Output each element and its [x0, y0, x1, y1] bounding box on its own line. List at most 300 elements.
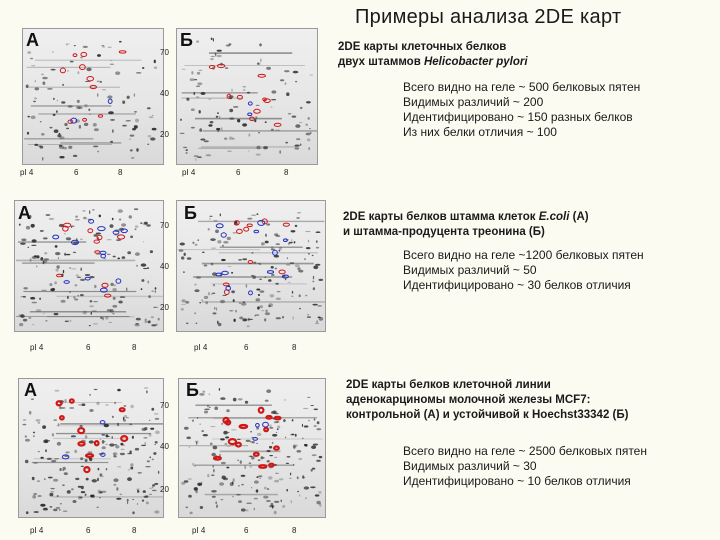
protein-spot: [77, 100, 80, 103]
protein-spot: [248, 133, 250, 136]
protein-spot: [220, 438, 225, 440]
protein-spot: [205, 301, 208, 304]
protein-spot: [267, 460, 270, 462]
protein-spot: [268, 279, 271, 281]
protein-spot: [116, 498, 122, 500]
protein-spot: [42, 157, 43, 161]
mw-marker-70: 70: [160, 48, 169, 57]
gel-image-a: [18, 378, 164, 518]
protein-spot: [315, 494, 320, 496]
protein-spot: [53, 509, 57, 512]
protein-spot: [276, 317, 281, 319]
protein-spot: [194, 79, 197, 80]
protein-spot: [80, 457, 83, 460]
protein-spot: [213, 220, 217, 222]
protein-spot: [183, 147, 187, 148]
protein-spot: [194, 465, 196, 467]
gel-streak: [195, 405, 272, 406]
protein-spot: [292, 419, 294, 421]
protein-spot: [220, 213, 221, 216]
protein-spot: [63, 467, 66, 471]
protein-spot: [203, 434, 208, 436]
protein-spot: [106, 434, 109, 437]
protein-spot: [112, 288, 116, 291]
protein-spot: [44, 252, 47, 254]
protein-spot: [74, 45, 76, 46]
protein-spot: [54, 281, 57, 284]
protein-spot: [275, 130, 280, 131]
protein-spot: [233, 106, 239, 108]
protein-spot: [144, 427, 147, 430]
protein-spot: [130, 463, 133, 466]
protein-spot: [32, 302, 37, 304]
gel-image-a: [14, 200, 164, 332]
protein-spot: [224, 443, 227, 444]
protein-spot: [66, 237, 71, 240]
protein-spot: [209, 407, 211, 408]
protein-spot: [53, 98, 54, 100]
protein-spot: [299, 308, 301, 309]
protein-spot: [194, 155, 199, 157]
protein-spot: [256, 443, 258, 444]
protein-spot: [271, 129, 274, 131]
protein-spot: [239, 302, 241, 304]
differential-spot-red: [118, 235, 125, 239]
protein-spot: [202, 391, 205, 393]
gel-streak: [56, 426, 133, 427]
protein-spot: [269, 427, 273, 429]
protein-spot: [305, 231, 310, 232]
protein-spot: [314, 409, 319, 411]
protein-spot: [242, 318, 247, 321]
protein-spot: [144, 387, 148, 388]
protein-spot: [184, 253, 186, 256]
differential-spot-red: [237, 229, 243, 233]
protein-spot: [286, 489, 288, 492]
protein-spot: [152, 487, 154, 488]
protein-spot: [242, 123, 247, 126]
protein-spot: [233, 478, 235, 481]
protein-spot: [57, 442, 61, 446]
protein-spot: [152, 459, 154, 461]
protein-spot: [56, 110, 58, 113]
protein-spot: [285, 437, 286, 439]
protein-spot: [99, 491, 102, 493]
gel-statistics: Всего видно на геле ~ 500 белковых пятен Видимых различий ~ 200 Идентифицировано ~ 150 разных белков Из них белки отличия ~ 100: [403, 80, 641, 139]
protein-spot: [256, 146, 260, 150]
protein-spot: [52, 433, 54, 436]
protein-spot: [181, 308, 184, 311]
protein-spot: [260, 58, 262, 62]
protein-spot: [134, 208, 138, 210]
protein-spot: [256, 476, 258, 478]
protein-spot: [217, 321, 219, 324]
protein-spot: [122, 125, 127, 127]
protein-spot: [189, 446, 190, 448]
protein-spot: [213, 38, 214, 42]
protein-spot: [246, 503, 251, 504]
protein-spot: [199, 110, 201, 114]
protein-spot: [277, 291, 281, 292]
protein-spot: [199, 128, 202, 132]
protein-spot: [247, 325, 250, 327]
protein-spot: [305, 124, 308, 126]
differential-spot-red: [78, 442, 84, 445]
protein-spot: [258, 459, 261, 461]
protein-spot: [276, 432, 277, 433]
protein-spot: [116, 487, 118, 491]
protein-spot: [145, 495, 149, 497]
protein-spot: [296, 450, 301, 453]
protein-spot: [110, 64, 114, 65]
protein-spot: [287, 257, 288, 259]
protein-spot: [212, 293, 216, 295]
protein-spot: [135, 225, 139, 228]
protein-spot: [100, 476, 104, 478]
protein-spot: [196, 40, 199, 42]
differential-spot-red: [95, 441, 99, 445]
protein-spot: [100, 439, 102, 440]
protein-spot: [251, 275, 254, 277]
protein-spot: [45, 320, 47, 321]
protein-spot: [107, 254, 111, 255]
protein-spot: [130, 405, 133, 409]
protein-spot: [114, 444, 117, 445]
protein-spot: [37, 480, 40, 482]
differential-spot-red: [87, 77, 94, 81]
differential-spot-red: [214, 457, 221, 460]
protein-spot: [188, 478, 192, 479]
protein-spot: [311, 445, 316, 449]
protein-spot: [46, 214, 51, 216]
gel-streak: [199, 148, 263, 149]
protein-spot: [152, 128, 157, 131]
protein-spot: [76, 274, 79, 276]
protein-spot: [305, 498, 306, 499]
protein-spot: [35, 87, 40, 90]
protein-spot: [102, 89, 107, 90]
protein-spot: [310, 486, 315, 488]
protein-spot: [118, 301, 122, 304]
gel-streak: [205, 494, 278, 496]
protein-spot: [198, 70, 202, 71]
protein-spot: [50, 288, 54, 291]
protein-spot: [33, 435, 35, 437]
protein-spot: [276, 298, 281, 301]
protein-spot: [210, 443, 213, 446]
protein-spot: [282, 505, 285, 508]
protein-spot: [56, 507, 60, 509]
protein-spot: [264, 318, 266, 321]
protein-spot: [261, 456, 264, 459]
protein-spot: [238, 500, 242, 503]
protein-spot: [186, 507, 189, 509]
protein-spot: [130, 135, 135, 137]
protein-spot: [319, 317, 323, 321]
protein-spot: [54, 458, 59, 459]
protein-spot: [251, 487, 252, 488]
protein-spot: [26, 85, 29, 89]
protein-spot: [249, 456, 252, 457]
protein-spot: [308, 253, 310, 255]
protein-spot: [194, 92, 196, 95]
protein-spot: [254, 508, 255, 511]
protein-spot: [61, 101, 65, 103]
protein-spot: [112, 436, 113, 439]
gel-streak: [22, 262, 95, 264]
protein-spot: [100, 81, 102, 83]
protein-spot: [51, 69, 56, 71]
protein-spot: [141, 279, 144, 282]
differential-spot-red: [70, 399, 74, 402]
protein-spot: [237, 119, 240, 122]
protein-spot: [69, 407, 74, 408]
protein-spot: [113, 297, 116, 300]
protein-spot: [81, 466, 84, 467]
protein-spot: [266, 389, 271, 393]
protein-spot: [80, 425, 83, 427]
differential-spot-red: [240, 425, 247, 428]
differential-spot-blue: [248, 102, 252, 105]
protein-spot: [312, 454, 317, 456]
gel-streak: [219, 252, 318, 253]
protein-spot: [110, 141, 113, 143]
protein-spot: [96, 233, 101, 235]
protein-spot: [319, 503, 321, 507]
protein-spot: [269, 455, 273, 456]
protein-spot: [313, 287, 315, 290]
protein-spot: [295, 265, 300, 268]
protein-spot: [107, 239, 112, 240]
protein-spot: [111, 60, 112, 61]
protein-spot: [259, 62, 260, 65]
protein-spot: [195, 244, 198, 246]
protein-spot: [281, 500, 282, 503]
protein-spot: [313, 444, 318, 446]
protein-spot: [65, 451, 69, 453]
protein-spot: [33, 101, 36, 102]
protein-spot: [85, 274, 90, 276]
differential-spot-red: [98, 115, 102, 118]
protein-spot: [115, 71, 120, 75]
protein-spot: [316, 240, 318, 243]
protein-spot: [71, 488, 74, 490]
protein-spot: [83, 311, 87, 315]
protein-spot: [193, 463, 194, 466]
protein-spot: [86, 478, 89, 481]
protein-spot: [245, 401, 248, 404]
gel-streak: [211, 283, 307, 284]
protein-spot: [38, 495, 42, 497]
protein-spot: [304, 425, 309, 427]
protein-spot: [241, 484, 244, 486]
protein-spot: [126, 120, 131, 121]
differential-spot-blue: [85, 277, 90, 280]
protein-spot: [274, 511, 277, 515]
pi-label: pI 4: [192, 526, 206, 535]
mw-marker-20: 20: [160, 303, 169, 312]
pi-label: 6: [86, 526, 91, 535]
protein-spot: [299, 494, 300, 497]
protein-spot: [210, 426, 215, 427]
protein-spot: [64, 253, 66, 256]
protein-spot: [269, 446, 272, 449]
protein-spot: [127, 251, 131, 254]
protein-spot: [21, 239, 26, 242]
pi-label: pI 4: [30, 526, 44, 535]
protein-spot: [69, 291, 71, 293]
protein-spot: [221, 259, 226, 261]
protein-spot: [135, 323, 139, 325]
protein-spot: [89, 305, 94, 307]
gel-streak: [193, 276, 292, 278]
protein-spot: [141, 263, 147, 266]
protein-spot: [312, 281, 314, 283]
protein-spot: [204, 140, 209, 142]
protein-spot: [53, 479, 58, 482]
mw-marker-40: 40: [160, 262, 169, 271]
protein-spot: [229, 310, 233, 311]
protein-spot: [271, 411, 276, 414]
protein-spot: [40, 504, 45, 507]
pi-label: 8: [132, 343, 137, 352]
protein-spot: [25, 435, 27, 437]
differential-spot-red: [73, 54, 77, 57]
protein-spot: [127, 477, 132, 481]
protein-spot: [105, 444, 108, 445]
protein-spot: [27, 132, 29, 135]
protein-spot: [208, 99, 211, 100]
protein-spot: [293, 316, 294, 319]
protein-spot: [296, 138, 300, 140]
protein-spot: [196, 442, 197, 445]
protein-spot: [179, 249, 184, 251]
protein-spot: [253, 262, 256, 264]
protein-spot: [94, 128, 99, 131]
protein-spot: [75, 219, 80, 220]
protein-spot: [33, 432, 35, 434]
protein-spot: [183, 271, 185, 273]
protein-spot: [42, 77, 48, 80]
protein-spot: [186, 98, 189, 101]
pi-label: 8: [132, 526, 137, 535]
protein-spot: [141, 288, 143, 290]
differential-spot-red: [279, 270, 285, 274]
protein-spot: [317, 305, 322, 306]
protein-spot: [44, 258, 49, 260]
protein-spot: [274, 480, 279, 483]
differential-spot-red: [237, 95, 242, 99]
differential-spot-red: [259, 465, 266, 468]
protein-spot: [287, 282, 291, 283]
protein-spot: [250, 466, 252, 468]
protein-spot: [300, 144, 302, 146]
protein-spot: [90, 495, 94, 498]
protein-spot: [196, 86, 200, 87]
protein-spot: [23, 419, 27, 420]
protein-spot: [214, 307, 215, 310]
differential-spot-blue: [249, 291, 253, 295]
protein-spot: [296, 217, 300, 218]
protein-spot: [122, 256, 126, 259]
protein-spot: [307, 397, 310, 398]
protein-spot: [204, 265, 208, 267]
protein-spot: [122, 445, 125, 446]
protein-spot: [211, 474, 214, 476]
protein-spot: [155, 431, 160, 435]
protein-spot: [308, 147, 310, 150]
protein-spot: [102, 440, 105, 444]
protein-spot: [186, 149, 188, 151]
differential-spot-blue: [53, 235, 59, 239]
differential-spot-red: [86, 454, 93, 457]
protein-spot: [109, 322, 113, 323]
protein-spot: [312, 304, 317, 306]
protein-spot: [201, 299, 203, 301]
gel-streak: [56, 433, 151, 434]
protein-spot: [147, 281, 149, 284]
protein-spot: [71, 435, 76, 437]
protein-spot: [143, 437, 147, 439]
protein-spot: [294, 241, 296, 243]
pi-label: pI 4: [30, 343, 44, 352]
protein-spot: [215, 501, 217, 504]
protein-spot: [314, 425, 317, 427]
protein-spot: [104, 441, 105, 442]
differential-spot-red: [94, 240, 99, 243]
protein-spot: [211, 453, 216, 457]
gel-streak: [188, 417, 317, 418]
protein-spot: [265, 234, 267, 237]
protein-spot: [150, 456, 151, 458]
protein-spot: [94, 285, 96, 288]
protein-spot: [226, 467, 229, 469]
protein-spot: [47, 88, 53, 89]
protein-spot: [118, 209, 123, 213]
protein-spot: [316, 320, 318, 323]
protein-spot: [55, 245, 58, 248]
protein-spot: [66, 128, 69, 130]
differential-spot-red: [95, 251, 100, 254]
protein-spot: [227, 150, 232, 152]
protein-spot: [142, 500, 144, 502]
mw-marker-70: 70: [160, 401, 169, 410]
gel-streak: [35, 60, 142, 61]
protein-spot: [233, 232, 237, 233]
protein-spot: [247, 92, 250, 94]
protein-spot: [31, 116, 36, 120]
protein-spot: [131, 157, 134, 159]
protein-spot: [143, 222, 148, 225]
gel-label-b: Б: [186, 380, 199, 400]
protein-spot: [149, 488, 153, 489]
protein-spot: [185, 301, 189, 304]
protein-spot: [34, 511, 39, 513]
protein-spot: [286, 264, 290, 266]
differential-spot-red: [248, 261, 252, 264]
protein-spot: [84, 123, 88, 126]
gel-description: 2DE карты белков клеточной линии аденокарциномы молочной железы MCF7: контрольной (А) и устойчивой к Hoechst33342 (Б): [346, 379, 629, 421]
protein-spot: [102, 317, 104, 320]
gel-streak: [203, 130, 317, 131]
protein-spot: [54, 129, 59, 133]
protein-spot: [89, 458, 92, 461]
protein-spot: [48, 440, 50, 441]
differential-spot-red: [254, 453, 259, 456]
protein-spot: [119, 41, 122, 43]
protein-spot: [290, 473, 291, 476]
protein-spot: [154, 483, 158, 485]
